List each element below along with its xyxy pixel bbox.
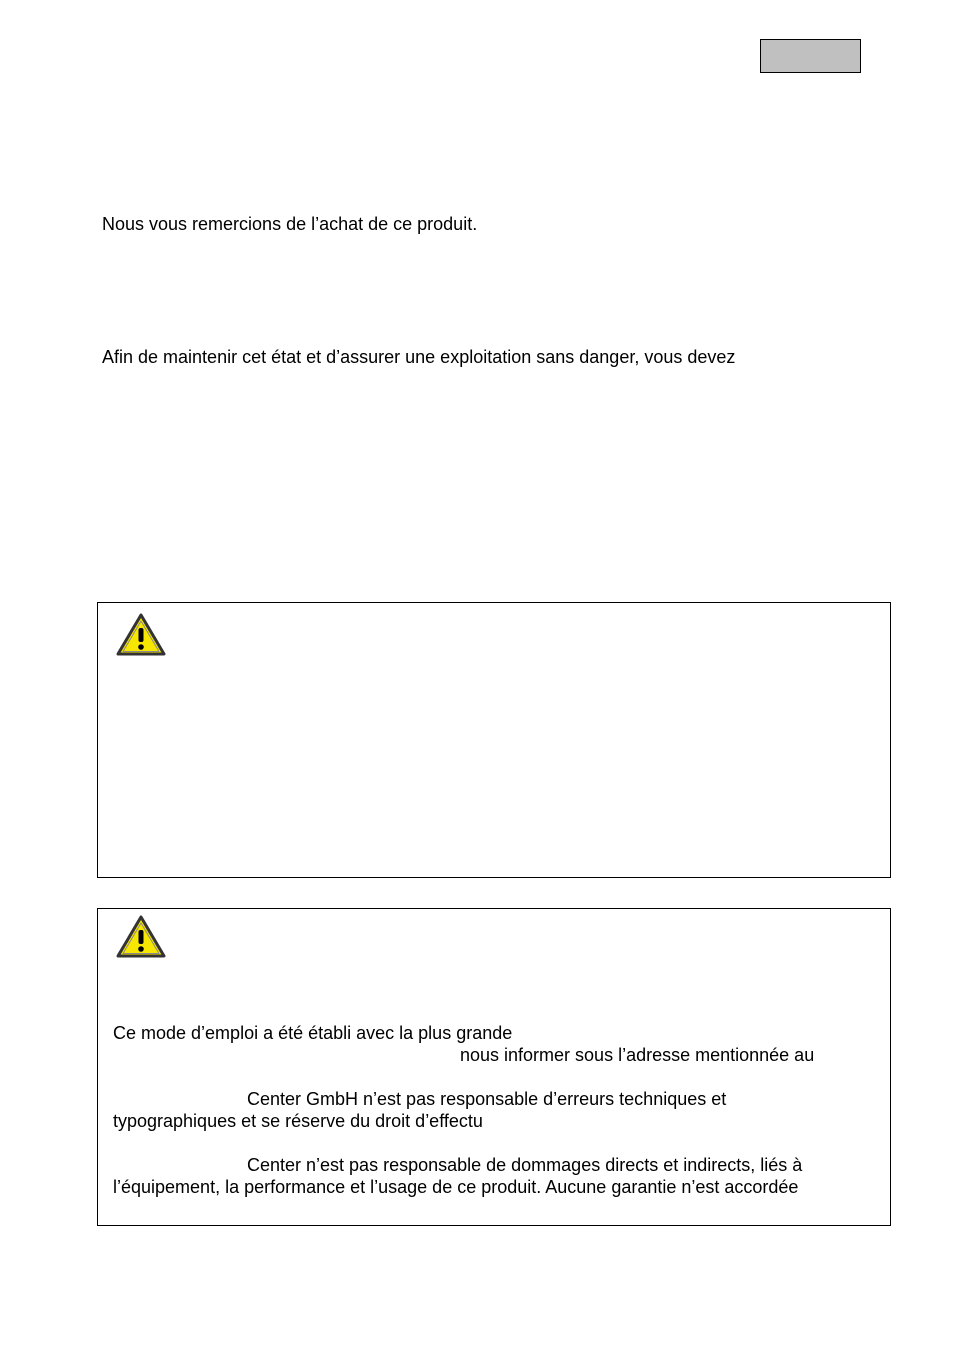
warning-triangle-icon [115, 914, 167, 960]
disclaimer-line: Center n’est pas responsable de dommages directs et indirects, liés à [247, 1155, 803, 1175]
warning-triangle-icon [115, 612, 167, 658]
warning-box-1 [97, 602, 891, 878]
disclaimer-line: typographiques et se réserve du droit d’effectu [113, 1111, 483, 1131]
disclaimer-line: Ce mode d’emploi a été établi avec la plus grande [113, 1023, 513, 1043]
disclaimer-line: nous informer sous l’adresse mentionnée au [460, 1045, 815, 1065]
page-language-tab [760, 39, 861, 73]
intro-maintain-text: Afin de maintenir cet état et d’assurer une exploitation sans danger, vous devez [102, 347, 736, 367]
disclaimer-line: l’équipement, la performance et l’usage de ce produit. Aucune garantie n’est accordée [113, 1177, 799, 1197]
disclaimer-line: Center GmbH n’est pas responsable d’erreurs techniques et [247, 1089, 727, 1109]
intro-thanks-text: Nous vous remercions de l’achat de ce produit. [102, 214, 478, 234]
